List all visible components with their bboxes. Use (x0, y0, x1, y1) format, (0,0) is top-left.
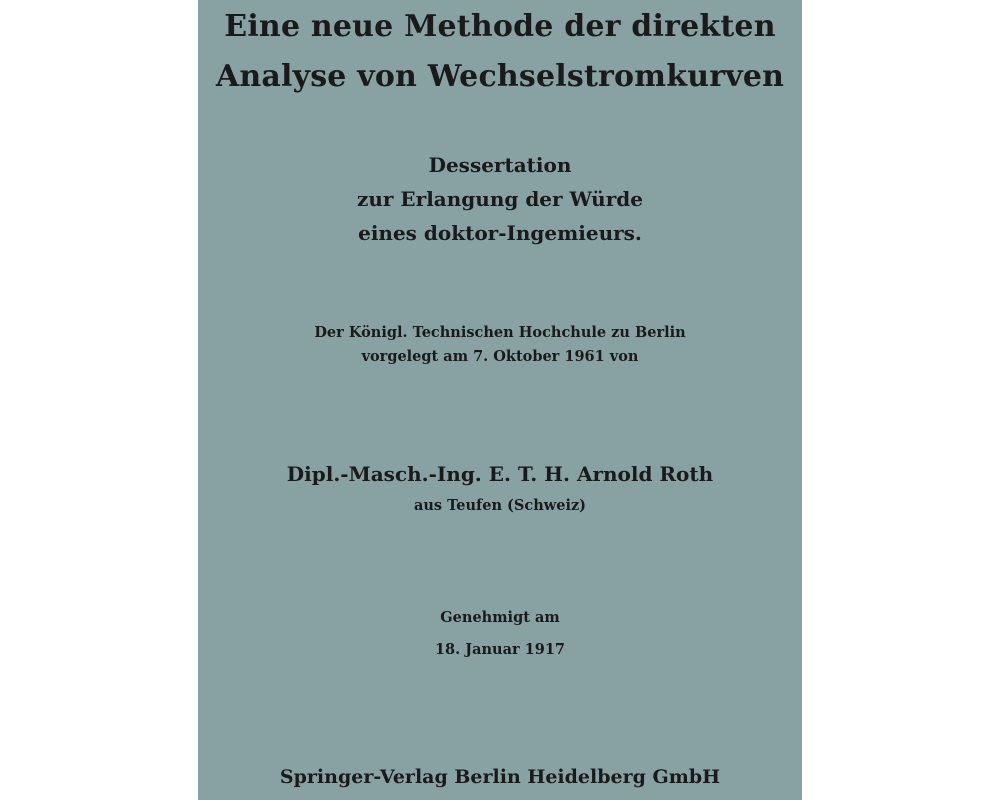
subtitle-line-2: zur Erlangung der Würde (357, 187, 643, 211)
publisher-name: Springer-Verlag Berlin Heidelberg GmbH (279, 766, 721, 788)
approval-label: Genehmigt am (440, 609, 560, 626)
title-line-2: Analyse von Wechselstromkurven (215, 59, 785, 94)
book-cover (198, 0, 802, 800)
title-line-1: Eine neue Methode der direkten (224, 9, 776, 44)
subtitle-line-1: Dessertation (428, 153, 572, 177)
submission-line-2: vorgelegt am 7. Oktober 1961 von (361, 348, 639, 365)
author-origin: aus Teufen (Schweiz) (413, 497, 587, 514)
author-name: Dipl.-Masch.-Ing. E. T. H. Arnold Roth (286, 462, 714, 486)
submission-line-1: Der Königl. Technischen Hochchule zu Berlin (314, 324, 686, 341)
subtitle-line-3: eines doktor-Ingemieurs. (358, 221, 642, 245)
approval-date: 18. Januar 1917 (434, 641, 566, 658)
